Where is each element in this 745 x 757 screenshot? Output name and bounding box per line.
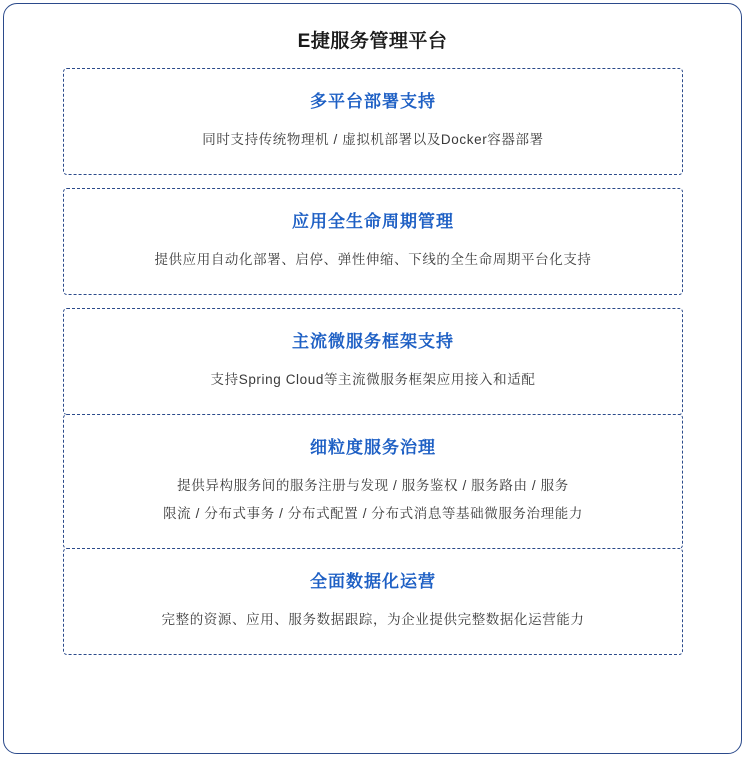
card-description <box>86 472 660 528</box>
feature-card-data-operations <box>63 548 683 655</box>
feature-card-list <box>63 68 683 655</box>
card-description <box>86 366 660 394</box>
card-title: 主流微服务框架支持 <box>292 332 454 351</box>
card-title: 细粒度服务治理 <box>310 438 436 457</box>
card-description-line: 提供异构服务间的服务注册与发现 / 服务鉴权 / 服务路由 / 服务 <box>177 478 569 493</box>
card-description-line: 提供应用自动化部署、启停、弹性伸缩、下线的全生命周期平台化支持 <box>154 252 592 267</box>
card-description-line: 限流 / 分布式事务 / 分布式配置 / 分布式消息等基础微服务治理能力 <box>163 506 583 521</box>
feature-card-multi-platform-deployment <box>63 68 683 175</box>
card-title: 应用全生命周期管理 <box>292 212 454 231</box>
card-description-line: 支持Spring Cloud等主流微服务框架应用接入和适配 <box>210 372 536 387</box>
card-title: 全面数据化运营 <box>310 572 436 591</box>
card-description-line: 同时支持传统物理机 / 虚拟机部署以及Docker容器部署 <box>202 132 544 147</box>
feature-card-microservice-framework <box>63 308 683 415</box>
card-description <box>86 606 660 634</box>
card-description-line: 完整的资源、应用、服务数据跟踪，为企业提供完整数据化运营能力 <box>161 612 585 627</box>
page-title: E捷服务管理平台 <box>297 31 448 52</box>
card-description <box>86 246 660 274</box>
card-description <box>86 126 660 154</box>
feature-card-application-lifecycle <box>63 188 683 295</box>
feature-card-service-governance <box>63 414 683 549</box>
card-title: 多平台部署支持 <box>310 92 436 111</box>
